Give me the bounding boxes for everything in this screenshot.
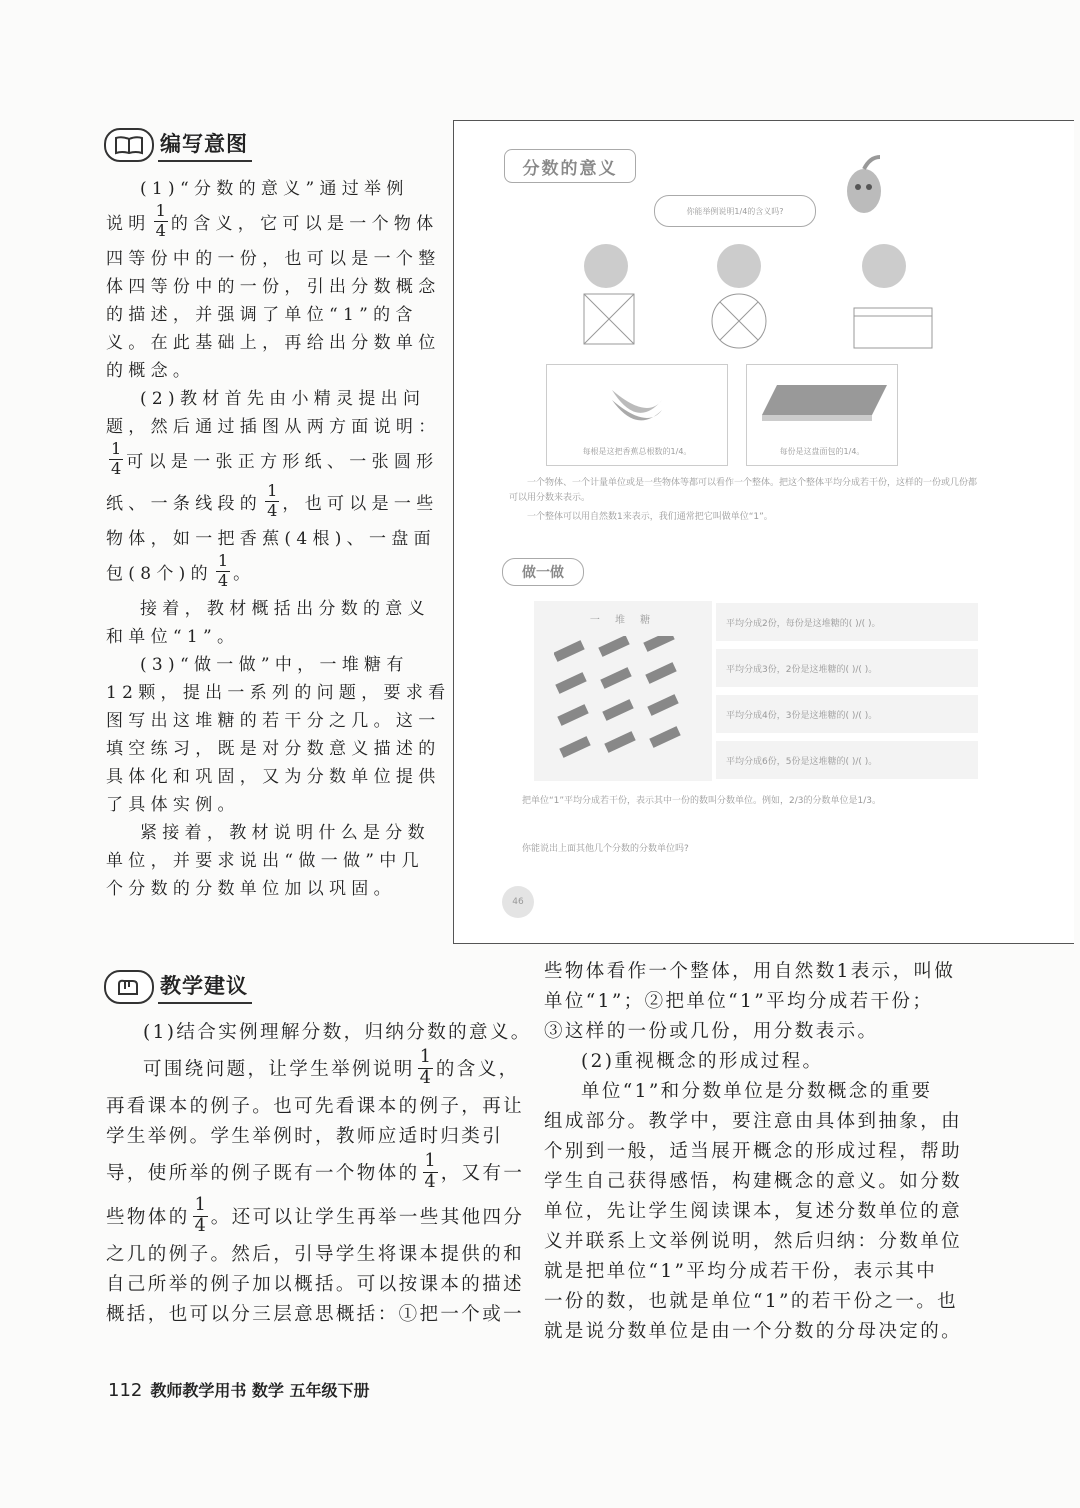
text-line: [544, 1015, 974, 1045]
text-line: [106, 816, 436, 844]
text-segment: 。还可以让学生再举一些其他四分: [210, 1207, 525, 1228]
candy-label: 一 堆 糖: [589, 615, 657, 626]
section-heading-teaching-advice: [104, 970, 252, 1004]
text-line: [544, 955, 974, 985]
text-segment: ③这样的一份或几份，用分数表示。: [544, 1021, 879, 1042]
text-line: [106, 1268, 531, 1298]
bread-tray-icon: [757, 380, 887, 425]
text-line: [106, 648, 436, 676]
text-segment: 纸、一条线段的: [106, 493, 263, 514]
text-line: [106, 326, 441, 354]
text-segment: ，也可以是一些: [282, 493, 439, 514]
exercise-rows: [716, 603, 978, 779]
text-segment: 些物体看作一个整体，用自然数1表示，叫做: [544, 961, 956, 982]
text-segment: 填空练习，既是对分数意义描述的: [106, 738, 441, 759]
section-title: 编写意图: [158, 128, 252, 162]
exercise-row: 平均分成3份，2份是这堆糖的( )/( )。: [716, 649, 978, 687]
text-line: [106, 676, 451, 704]
fraction-numerator: 1: [111, 439, 122, 459]
writing-intent-text: [106, 172, 451, 900]
text-line: [544, 1315, 974, 1345]
text-line: [106, 732, 441, 760]
text-line: [106, 270, 441, 298]
text-segment: 单位“1”和分数单位是分数概念的重要: [581, 1081, 933, 1102]
text-line: [106, 788, 436, 816]
banana-box: [546, 364, 728, 466]
text-line: [106, 844, 436, 872]
banana-caption: 每根是这把香蕉总根数的1/4。: [582, 447, 692, 456]
text-segment: 包(8个)的: [106, 563, 213, 584]
text-line: [544, 1165, 974, 1195]
text-segment: 单位“1”；②把单位“1”平均分成若干份；: [544, 991, 934, 1012]
text-segment: 自己所举的例子加以概括。可以按课本的描述: [106, 1274, 525, 1295]
book-icon: [104, 128, 154, 162]
fraction: [193, 1194, 208, 1236]
fraction-numerator: 1: [424, 1150, 436, 1171]
section-heading-writing-intent: [104, 128, 252, 162]
text-line: [106, 242, 441, 270]
text-segment: 的描述，并强调了单位“1”的含: [106, 304, 418, 325]
text-segment: 图写出这堆糖的若干分之几。这一: [106, 710, 441, 731]
text-line: [106, 1046, 531, 1090]
text-line: [544, 1225, 974, 1255]
textbook-paragraph-2: 一个整体可以用自然数1来表示，我们通常把它叫做单位“1”。: [527, 512, 773, 522]
text-segment: 个分数的分数单位加以巩固。: [106, 878, 396, 899]
textbook-paragraph-1: 一个物体、一个计量单位或是一些物体等都可以看作一个整体。把这个整体平均分成若干份，这样的一份或几份都可以用分数来表示。: [509, 478, 978, 503]
text-segment: (1)“分数的意义”通过举例: [140, 178, 409, 199]
fraction: [154, 203, 168, 238]
text-line: [544, 985, 974, 1015]
text-segment: 些物体的: [106, 1207, 190, 1228]
text-segment: 四等份中的一份，也可以是一个整: [106, 248, 441, 269]
text-segment: 一份的数，也就是单位“1”的若干份之一。也: [544, 1291, 959, 1312]
section-title: 教学建议: [158, 970, 252, 1004]
text-segment: (2)重视概念的形成过程。: [581, 1051, 824, 1072]
fraction: [418, 1046, 433, 1088]
fraction-denominator: 4: [267, 500, 278, 520]
text-segment: 体四等份中的一份，引出分数概念: [106, 276, 441, 297]
text-segment: 和单位“1”。: [106, 626, 240, 647]
text-segment: 之几的例子。然后，引导学生将课本提供的和: [106, 1244, 525, 1265]
text-segment: 的概念。: [106, 360, 196, 381]
text-line: [106, 592, 436, 620]
text-segment: 说明: [106, 213, 151, 234]
text-line: [106, 550, 436, 592]
fraction: [265, 483, 279, 518]
page-footer: [108, 1378, 370, 1401]
text-line: [106, 872, 436, 900]
text-line: [106, 1120, 531, 1150]
teaching-advice-left-column: [106, 1016, 531, 1328]
text-segment: 学生举例。学生举例时，教师应适时归类引: [106, 1126, 504, 1147]
text-segment: 了具体实例。: [106, 794, 240, 815]
text-line: [106, 438, 439, 480]
bread-box: [746, 364, 898, 466]
text-segment: 物体，如一把香蕉(4根)、一盘面: [106, 528, 436, 549]
bread-caption: 每份是这盘面包的1/4。: [779, 447, 865, 456]
text-segment: 具体化和巩固，又为分数单位提供: [106, 766, 441, 787]
text-line: [106, 1298, 531, 1328]
textbook-page-number: 46: [502, 886, 534, 918]
children-with-shapes-illustration: [554, 236, 994, 356]
fraction-numerator: 1: [267, 481, 278, 501]
text-line: [106, 354, 436, 382]
text-segment: (3)“做一做”中，一堆糖有: [140, 654, 409, 675]
text-line: [106, 760, 441, 788]
text-line: [544, 1105, 974, 1135]
text-segment: (1)结合实例理解分数，归纳分数的意义。: [143, 1022, 532, 1043]
fraction-denominator: 4: [424, 1171, 436, 1192]
text-line: [106, 704, 441, 732]
text-segment: 义并联系上文举例说明，然后归纳：分数单位: [544, 1231, 963, 1252]
textbook-title: 分数的意义: [504, 149, 636, 183]
text-line: [106, 1238, 531, 1268]
exercise-title: 做一做: [502, 558, 584, 586]
text-segment: 可以是一张正方形纸、一张圆形: [126, 451, 439, 472]
text-segment: 导，使所举的例子既有一个物体的: [106, 1163, 420, 1184]
text-segment: 再看课本的例子。也可先看课本的例子，再让: [106, 1096, 525, 1117]
text-segment: 就是把单位“1”平均分成若干份，表示其中: [544, 1261, 938, 1282]
text-segment: 概括，也可以分三层意思概括：①把一个或一: [106, 1304, 525, 1325]
text-segment: 义。在此基础上，再给出分数单位: [106, 332, 441, 353]
exercise-row: 平均分成6份，5份是这堆糖的( )/( )。: [716, 741, 978, 779]
book-title: 教师教学用书 数学 五年级下册: [150, 1381, 370, 1400]
text-line: [106, 1194, 531, 1238]
text-segment: 的含义，: [435, 1059, 520, 1080]
text-segment: ，又有一: [440, 1163, 525, 1184]
banana-icon: [607, 380, 667, 430]
fraction-numerator: 1: [217, 551, 229, 571]
text-line: [544, 1285, 974, 1315]
text-line: [106, 200, 439, 242]
text-line: [106, 522, 436, 550]
text-line: [544, 1255, 974, 1285]
text-line: [544, 1135, 974, 1165]
text-line: [544, 1195, 974, 1225]
text-segment: 个别到一般，适当展开概念的形成过程，帮助: [544, 1141, 963, 1162]
fraction-denominator: 4: [194, 1215, 206, 1236]
candies-illustration: [554, 636, 694, 776]
fraction-numerator: 1: [419, 1046, 431, 1067]
text-line: [544, 1045, 974, 1075]
text-segment: 接着，教材概括出分数的意义: [140, 598, 430, 619]
text-segment: 紧接着，教材说明什么是分数: [140, 822, 430, 843]
fraction: [109, 441, 123, 476]
text-line: [106, 1016, 531, 1046]
text-segment: 的含义，它可以是一个物体: [170, 213, 439, 234]
text-line: [106, 1150, 531, 1194]
fraction: [216, 553, 230, 588]
textbook-page-image: [453, 120, 1074, 944]
text-line: [106, 410, 441, 438]
fraction-denominator: 4: [217, 570, 229, 590]
textbook-question: 你能说出上面其他几个分数的分数单位吗?: [522, 844, 689, 854]
fraction-denominator: 4: [155, 220, 166, 240]
text-line: [106, 620, 436, 648]
text-line: [106, 480, 439, 522]
text-segment: 学生自己获得感悟，构建概念的意义。如分数: [544, 1171, 963, 1192]
text-segment: 。: [233, 563, 256, 584]
text-segment: 可围绕问题，让学生举例说明: [143, 1059, 415, 1080]
candy-box: [534, 601, 712, 781]
teaching-advice-right-column: [544, 955, 974, 1345]
elf-mascot-icon: [834, 151, 894, 221]
text-segment: 题，然后通过插图从两方面说明：: [106, 416, 441, 437]
fraction-numerator: 1: [194, 1194, 206, 1215]
text-segment: 单位，并要求说出“做一做”中几: [106, 850, 424, 871]
fraction-denominator: 4: [419, 1067, 431, 1088]
text-segment: 组成部分。教学中，要注意由具体到抽象，由: [544, 1111, 963, 1132]
exercise-row: 平均分成4份，3份是这堆糖的( )/( )。: [716, 695, 978, 733]
text-segment: 单位，先让学生阅读课本，复述分数单位的意: [544, 1201, 963, 1222]
fraction-unit-definition: 把单位“1”平均分成若干份，表示其中一份的数叫分数单位。例如，2/3的分数单位是1/3。: [522, 796, 882, 806]
page-number: 112: [108, 1380, 143, 1401]
text-line: [544, 1075, 974, 1105]
text-line: [106, 382, 436, 410]
speech-bubble: 你能举例说明1/4的含义吗?: [654, 195, 816, 227]
text-line: [106, 1090, 531, 1120]
hand-icon: [104, 970, 154, 1004]
fraction: [423, 1150, 438, 1192]
text-segment: 就是说分数单位是由一个分数的分母决定的。: [544, 1321, 963, 1342]
text-segment: 12颗，提出一系列的问题，要求看: [106, 682, 451, 703]
text-line: [106, 172, 436, 200]
fraction-denominator: 4: [111, 458, 122, 478]
fraction-numerator: 1: [155, 201, 166, 221]
text-line: [106, 298, 436, 326]
exercise-row: 平均分成2份，每份是这堆糖的( )/( )。: [716, 603, 978, 641]
text-segment: (2)教材首先由小精灵提出问: [140, 388, 426, 409]
